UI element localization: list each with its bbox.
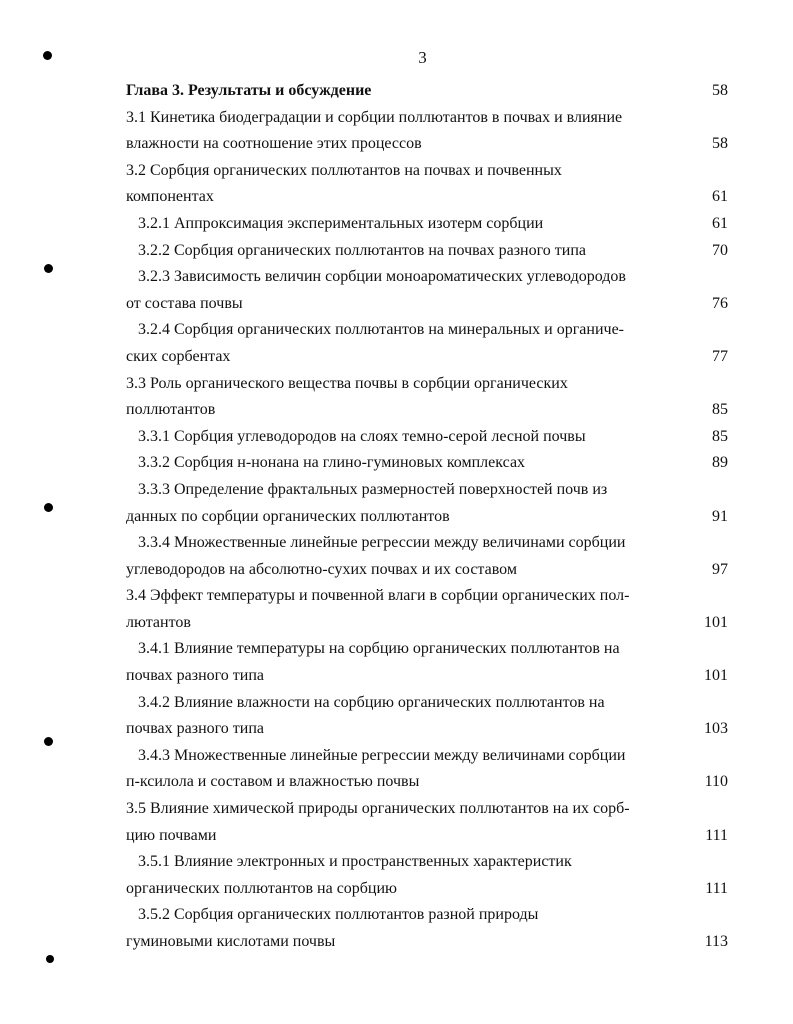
toc-line [126, 929, 728, 956]
toc-entry-text: 3.3.4 Множественные линейные регрессии между величинами сорбции [138, 534, 626, 552]
toc-page-number: 58 [712, 135, 728, 153]
toc-page-number: 101 [704, 667, 728, 685]
toc-line [126, 876, 728, 903]
toc-entry-text: 3.4.1 Влияние температуры на сорбцию органических поллютантов на [138, 640, 620, 658]
toc-page-number: 111 [705, 879, 728, 897]
toc-entry-text: поллютантов [126, 401, 216, 419]
toc-entry-text: 3.2 Сорбция органических поллютантов на почвах и почвенных [126, 161, 562, 179]
toc-entry-text: углеводородов на абсолютно-сухих почвах и их составом [126, 560, 517, 578]
toc-page-number: 85 [712, 401, 728, 419]
toc-line [126, 716, 728, 743]
toc-entry-text: 3.3.1 Сорбция углеводородов на слоях темно-серой лесной почвы [138, 427, 586, 445]
toc-page-number: 113 [704, 933, 728, 950]
toc-line [126, 211, 728, 238]
toc-line [126, 690, 728, 717]
toc-entry-text: ских сорбентах [126, 347, 231, 365]
toc-page-number: 76 [712, 294, 728, 312]
toc-page-number: 101 [704, 613, 728, 631]
toc-line [126, 344, 728, 371]
toc-entry-text: 3.3.3 Определение фрактальных размерностей поверхностей почв из [138, 480, 608, 498]
toc-entry-text: влажности на соотношение этих процессов [126, 135, 422, 153]
toc-page-number: 77 [712, 347, 728, 365]
toc-line [126, 557, 728, 584]
toc-entry-text: почвах разного типа [126, 667, 265, 685]
toc-line [126, 291, 728, 318]
toc-entry-text: 3.1 Кинетика биодеградации и сорбции поллютантов в почвах и влияние [126, 108, 623, 126]
toc-entry-text: 3.4.2 Влияние влажности на сорбцию органических поллютантов на [138, 693, 605, 711]
toc-line [126, 238, 728, 265]
toc-line [126, 424, 728, 451]
toc-line [126, 849, 728, 876]
toc-line [126, 583, 728, 610]
toc-line [126, 371, 728, 398]
toc-entry-text: органических поллютантов на сорбцию [126, 879, 398, 897]
toc-entry-text: п-ксилола и составом и влажностью почвы [126, 773, 420, 791]
toc-line [126, 317, 728, 344]
punch-hole-mark [44, 737, 53, 746]
toc-entry-text: 3.3 Роль органического вещества почвы в сорбции органических [126, 374, 568, 392]
toc-page-number: 110 [704, 773, 728, 791]
toc-line [126, 450, 728, 477]
toc-entry-text: почвах разного типа [126, 720, 265, 738]
toc-entry-text: 3.5.1 Влияние электронных и пространственных характеристик [138, 853, 572, 871]
page-number: 3 [418, 48, 427, 67]
toc-page-number: 61 [712, 188, 728, 206]
punch-hole-mark [44, 503, 53, 512]
toc-entry-text: Глава 3. Результаты и обсуждение [126, 82, 372, 99]
toc-line [126, 769, 728, 796]
toc-entry-text: 3.3.2 Сорбция н-нонана на глино-гуминовых комплексах [138, 454, 526, 472]
toc-line [126, 264, 728, 291]
toc-entry-text: компонентах [126, 188, 214, 206]
toc-line [126, 184, 728, 211]
toc-line [126, 397, 728, 424]
toc-page-number: 70 [712, 241, 728, 259]
toc-page-number: 85 [712, 427, 728, 445]
toc-line [126, 902, 728, 929]
toc-line [126, 743, 728, 770]
toc-page-number: 103 [704, 720, 728, 738]
toc-entry-text: гуминовыми кислотами почвы [126, 933, 336, 950]
toc-page-number: 97 [712, 560, 728, 578]
toc-line [126, 610, 728, 637]
toc-entry-text: 3.5 Влияние химической природы органических поллютантов на их сорб- [126, 800, 630, 818]
toc-line [126, 796, 728, 823]
toc-line [126, 158, 728, 185]
table-of-contents [126, 78, 728, 956]
punch-hole-mark [44, 264, 53, 273]
toc-entry-text: от состава почвы [126, 294, 243, 312]
toc-page-number: 58 [712, 82, 728, 99]
toc-entry-text: 3.2.1 Аппроксимация экспериментальных изотерм сорбции [138, 214, 544, 232]
toc-entry-text: цию почвами [126, 826, 217, 844]
toc-entry-text: 3.2.4 Сорбция органических поллютантов на минеральных и органиче- [138, 321, 624, 339]
toc-line [126, 530, 728, 557]
toc-entry-text: лютантов [126, 613, 191, 631]
toc-entry-text: 3.2.3 Зависимость величин сорбции моноароматических углеводородов [138, 268, 626, 286]
toc-entry-text: данных по сорбции органических поллютантов [126, 507, 450, 525]
toc-line [126, 823, 728, 850]
punch-hole-mark [46, 955, 54, 963]
toc-line [126, 636, 728, 663]
toc-line [126, 131, 728, 158]
toc-page-number: 89 [712, 454, 728, 472]
toc-entry-text: 3.5.2 Сорбция органических поллютантов разной природы [138, 906, 539, 924]
toc-page-number: 61 [712, 214, 728, 232]
toc-page-number: 91 [712, 507, 728, 525]
toc-line [126, 663, 728, 690]
toc-entry-text: 3.4 Эффект температуры и почвенной влаги в сорбции органических пол- [126, 587, 630, 605]
punch-hole-mark [43, 51, 52, 60]
toc-line [126, 504, 728, 531]
toc-entry-text: 3.4.3 Множественные линейные регрессии между величинами сорбции [138, 746, 626, 764]
toc-line [126, 78, 728, 105]
toc-line [126, 477, 728, 504]
toc-page-number: 111 [705, 826, 728, 844]
toc-entry-text: 3.2.2 Сорбция органических поллютантов на почвах разного типа [138, 241, 586, 259]
toc-line [126, 105, 728, 132]
